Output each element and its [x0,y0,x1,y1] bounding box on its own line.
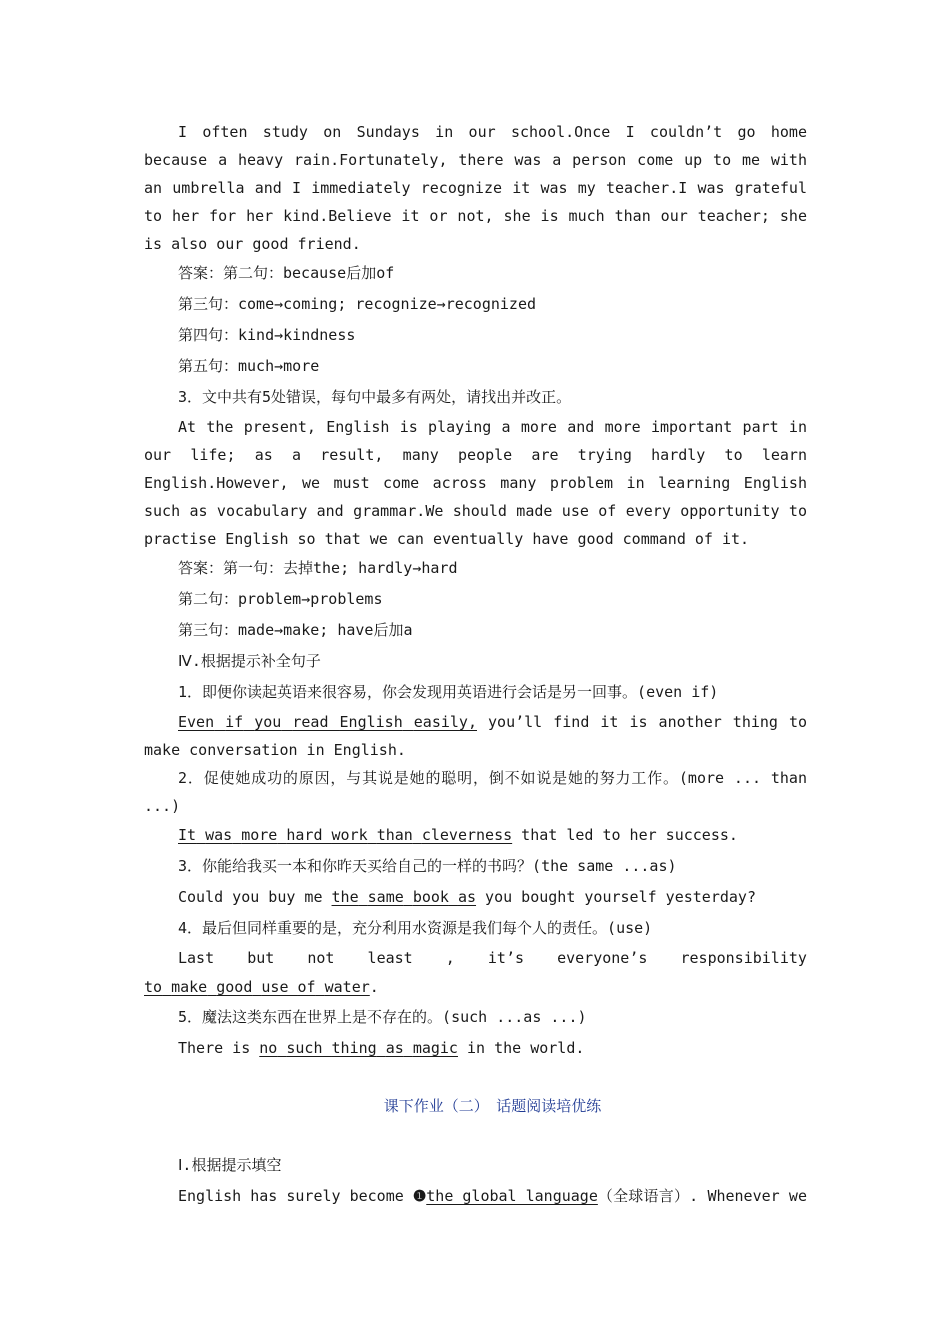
answer-word: Last [178,949,215,967]
sentence-1-answer [144,708,807,764]
answer-word: but [247,949,275,967]
answer-underline [178,713,477,731]
answer-word: use [261,978,289,996]
answer-word: magic [412,1039,458,1057]
answer-word: responsibility [680,949,807,967]
answer-word: book [412,888,449,906]
answer-block-1 [144,258,807,382]
number-marker: ❶ [412,1187,427,1205]
sentence-rest: in the world. [457,1039,585,1057]
answer-word: was [205,826,233,844]
answer-word: as [385,1039,404,1057]
sentence-4-prompt: 4．最后但同样重要的是，充分利用水资源是我们每个人的责任。(use) [178,919,653,937]
sentence-end: . [369,978,379,996]
sentence-pre: There is [178,1039,260,1057]
answer-line: 第四句：kind→kindness [178,326,356,344]
answer-underline [332,888,477,906]
answer-word: no [259,1039,278,1057]
answer-word: of [297,978,316,996]
answer-word: to [144,978,163,996]
section-i-heading: Ⅰ.根据提示填空 [178,1156,282,1174]
sentence-rest: that led to her success. [512,826,738,844]
sentence-rest: you’ll find it is another thing to make conversation in English. [144,713,808,759]
answer-word: not [307,949,335,967]
passage-1: I often study on Sundays in our school.Once I couldn’t go home because a heavy rain.Fortunately, there was a person come up to me with an umbrella and I immediately recognize it was my teacher.I was grateful to her for her kind.Believe it or not, she is much than our teacher; she is also our good friend. [144,123,807,253]
answer-word: everyone’s [557,949,648,967]
answer-word: water [324,978,370,996]
answer-line: 答案：第二句：because后加of [178,264,395,282]
answer-word: more [241,826,278,844]
answer-word: same [367,888,404,906]
sentence-2-answer [144,820,807,851]
answer-line: 第二句：problem→problems [178,590,383,608]
answer-underline [144,978,370,996]
passage-2: At the present, English is playing a more and more important part in our life; as a result, many people are trying hardly to learn English.However, we must come across many problem in learning English such as vocabulary and grammar.We should made use of every opportunity to practise English so that we can eventually have good command of it. [144,418,807,548]
answer-word: make [171,978,208,996]
answer-word: as [457,888,477,906]
answer-line: 第三句：made→make; have后加a [178,621,413,639]
sentence-rest: （全球语言）. Whenever we [597,1187,807,1205]
answer-word: It [178,826,197,844]
answer-underline: the global language [426,1187,598,1205]
answer-word: cleverness [421,826,513,844]
answer-word: such [286,1039,323,1057]
answer-word: the [331,888,359,906]
last-line [144,1181,807,1212]
sentence-5-prompt: 5．魔法这类东西在世界上是不存在的。(such ...as ...) [178,1008,587,1026]
answer-word: than [376,826,413,844]
answer-word: good [216,978,253,996]
answer-word: Even [178,713,215,731]
answer-word: hard [286,826,323,844]
answer-line: 第三句：come→coming; recognize→recognized [178,295,537,313]
question-3-instruction: 3．文中共有5处错误，每句中最多有两处，请找出并改正。 [178,388,572,406]
sentence-rest: you bought yourself yesterday? [476,888,756,906]
sentence-1-prompt: 1．即便你读起英语来很容易，你会发现用英语进行会话是另一回事。(even if) [178,683,719,701]
answer-word: least [367,949,413,967]
answer-word: you [254,713,282,731]
section-iv-heading: Ⅳ.根据提示补全句子 [178,652,321,670]
answer-word: read [292,713,329,731]
sentence-3-prompt: 3．你能给我买一本和你昨天买给自己的一样的书吗？(the same ...as) [178,857,677,875]
sentence-5-answer [144,1033,807,1064]
answer-block-2 [144,553,807,646]
answer-word: , [445,949,455,967]
answer-underline [259,1039,458,1057]
answer-word: it’s [487,949,525,967]
answer-word: thing [331,1039,377,1057]
document-page [144,118,807,1212]
answer-line: 第五句：much→more [178,357,320,375]
sentence-2-prompt: 2．促使她成功的原因，与其说是她的聪明，倒不如说是她的努力工作。(more ... than ...) [144,769,807,815]
answer-word: work [331,826,368,844]
sentence-4-answer-line-1 [144,944,807,972]
sentence-pre: Could you buy me [178,888,332,906]
answer-word: easily, [413,713,477,731]
sentence-4-answer-line-2 [144,972,807,1002]
answer-underline [178,826,512,844]
answer-word: English [339,713,403,731]
answer-word: if [225,713,244,731]
sentence-3-answer [144,882,807,913]
answer-line: 答案：第一句：去掉the; hardly→hard [178,559,458,577]
section-title: 课下作业（二） 话题阅读培优练 [383,1097,602,1115]
sentence-pre: English has surely become [178,1187,413,1205]
